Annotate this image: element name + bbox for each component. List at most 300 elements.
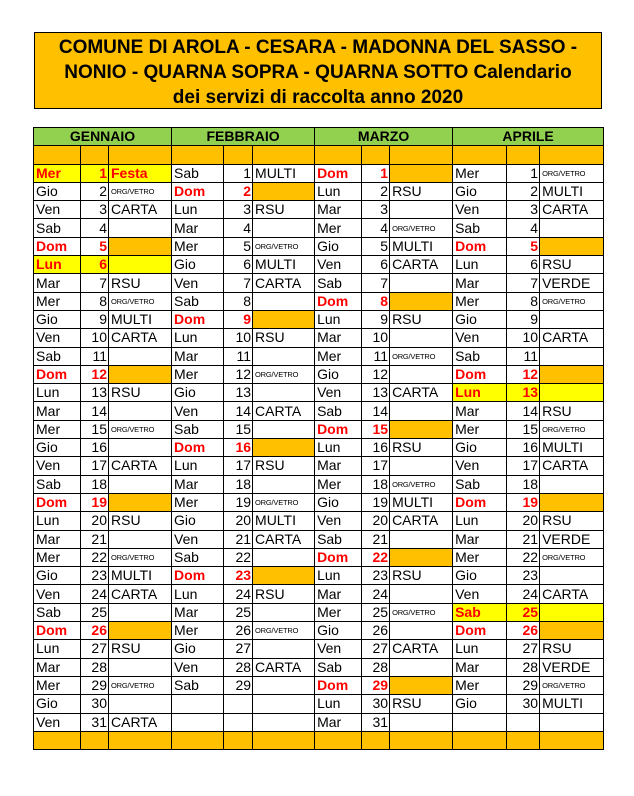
gennaio-service-cell: ORG/VETRO (109, 182, 172, 200)
marzo-service-cell (390, 402, 453, 420)
gennaio-weekday-cell: Dom (34, 493, 81, 511)
febbraio-weekday-cell: Mer (172, 622, 224, 640)
febbraio-weekday-cell (172, 695, 224, 713)
gennaio-weekday-cell: Lun (34, 640, 81, 658)
aprile-weekday-cell: Sab (453, 219, 507, 237)
febbraio-service-cell: ORG/VETRO (253, 237, 315, 255)
febbraio-weekday-cell: Sab (172, 676, 224, 694)
aprile-service-cell (540, 237, 604, 255)
gennaio-weekday-cell: Mer (34, 548, 81, 566)
febbraio-date-cell: 6 (224, 256, 253, 274)
gennaio-weekday-cell: Gio (34, 695, 81, 713)
day-row (34, 402, 604, 420)
febbraio-date-cell: 22 (224, 548, 253, 566)
febbraio-service-cell: ORG/VETRO (253, 622, 315, 640)
aprile-weekday-cell: Sab (453, 347, 507, 365)
marzo-date-cell: 31 (362, 713, 390, 731)
gennaio-date-cell: 16 (81, 439, 109, 457)
gennaio-service-cell: CARTA (109, 201, 172, 219)
febbraio-weekday-cell: Lun (172, 585, 224, 603)
gennaio-service-cell (109, 622, 172, 640)
gennaio-weekday-cell: Mar (34, 274, 81, 292)
marzo-service-cell (390, 201, 453, 219)
marzo-weekday-cell: Dom (315, 420, 362, 438)
gennaio-weekday-cell: Ven (34, 585, 81, 603)
febbraio-service-cell (253, 219, 315, 237)
aprile-weekday-cell: Gio (453, 567, 507, 585)
month-header-row (34, 128, 604, 146)
marzo-service-cell (390, 365, 453, 383)
gennaio-date-cell: 6 (81, 256, 109, 274)
aprile-weekday-cell: Ven (453, 457, 507, 475)
gennaio-service-cell: Festa (109, 164, 172, 182)
aprile-service-cell: CARTA (540, 457, 604, 475)
marzo-service-cell (390, 164, 453, 182)
gennaio-weekday-cell: Ven (34, 713, 81, 731)
day-row (34, 493, 604, 511)
gennaio-date-cell: 15 (81, 420, 109, 438)
gennaio-weekday-cell: Mer (34, 420, 81, 438)
day-row (34, 695, 604, 713)
aprile-weekday-cell: Mar (453, 402, 507, 420)
gennaio-date-cell: 26 (81, 622, 109, 640)
gennaio-date-cell: 29 (81, 676, 109, 694)
marzo-service-cell (390, 274, 453, 292)
marzo-weekday-cell: Dom (315, 676, 362, 694)
gennaio-date-cell: 5 (81, 237, 109, 255)
aprile-weekday-cell: Dom (453, 365, 507, 383)
marzo-date-cell: 16 (362, 439, 390, 457)
aprile-date-cell: 5 (507, 237, 540, 255)
day-row (34, 676, 604, 694)
marzo-service-cell: CARTA (390, 512, 453, 530)
marzo-weekday-cell: Mar (315, 585, 362, 603)
day-row (34, 420, 604, 438)
gennaio-weekday-cell: Sab (34, 219, 81, 237)
gennaio-service-cell (109, 347, 172, 365)
aprile-service-cell (540, 713, 604, 731)
day-row (34, 164, 604, 182)
gennaio-service-cell: ORG/VETRO (109, 676, 172, 694)
aprile-service-cell (540, 310, 604, 328)
gennaio-weekday-cell: Lun (34, 256, 81, 274)
aprile-service-cell (540, 603, 604, 621)
day-row (34, 457, 604, 475)
gennaio-service-cell: MULTI (109, 567, 172, 585)
gennaio-service-cell: CARTA (109, 329, 172, 347)
gennaio-service-cell: ORG/VETRO (109, 420, 172, 438)
marzo-date-cell: 5 (362, 237, 390, 255)
aprile-date-cell: 11 (507, 347, 540, 365)
day-row (34, 475, 604, 493)
day-row (34, 219, 604, 237)
aprile-service-cell (540, 475, 604, 493)
febbraio-date-cell: 21 (224, 530, 253, 548)
gennaio-service-cell: ORG/VETRO (109, 548, 172, 566)
gennaio-weekday-cell: Gio (34, 182, 81, 200)
marzo-weekday-cell: Dom (315, 164, 362, 182)
gennaio-service-cell (109, 256, 172, 274)
marzo-weekday-cell: Ven (315, 512, 362, 530)
gennaio-date-cell: 13 (81, 384, 109, 402)
febbraio-weekday-cell: Sab (172, 548, 224, 566)
marzo-weekday-cell: Mar (315, 457, 362, 475)
bottom-band-row (34, 731, 604, 749)
marzo-service-cell: RSU (390, 310, 453, 328)
aprile-weekday-cell: Mar (453, 530, 507, 548)
marzo-date-cell: 18 (362, 475, 390, 493)
gennaio-weekday-cell: Ven (34, 457, 81, 475)
febbraio-weekday-cell: Ven (172, 402, 224, 420)
collection-calendar-table (33, 127, 604, 750)
marzo-weekday-cell: Gio (315, 237, 362, 255)
aprile-service-cell: ORG/VETRO (540, 420, 604, 438)
febbraio-date-cell: 3 (224, 201, 253, 219)
aprile-date-cell: 2 (507, 182, 540, 200)
febbraio-date-cell: 4 (224, 219, 253, 237)
gennaio-date-cell: 25 (81, 603, 109, 621)
aprile-weekday-cell: Mer (453, 548, 507, 566)
febbraio-weekday-cell: Mer (172, 493, 224, 511)
febbraio-weekday-cell: Sab (172, 420, 224, 438)
month-header-marzo: MARZO (315, 128, 453, 146)
marzo-service-cell (390, 658, 453, 676)
febbraio-service-cell: CARTA (253, 658, 315, 676)
aprile-weekday-cell: Dom (453, 237, 507, 255)
gennaio-service-cell: RSU (109, 274, 172, 292)
febbraio-date-cell: 29 (224, 676, 253, 694)
aprile-service-cell: VERDE (540, 658, 604, 676)
month-header-febbraio: FEBBRAIO (172, 128, 315, 146)
gennaio-date-cell: 22 (81, 548, 109, 566)
day-row (34, 439, 604, 457)
marzo-date-cell: 27 (362, 640, 390, 658)
febbraio-service-cell (253, 292, 315, 310)
aprile-service-cell: MULTI (540, 439, 604, 457)
marzo-date-cell: 22 (362, 548, 390, 566)
aprile-date-cell (507, 713, 540, 731)
febbraio-date-cell: 19 (224, 493, 253, 511)
marzo-service-cell (390, 713, 453, 731)
gennaio-weekday-cell: Gio (34, 439, 81, 457)
gennaio-date-cell: 21 (81, 530, 109, 548)
gennaio-weekday-cell: Dom (34, 237, 81, 255)
gennaio-date-cell: 8 (81, 292, 109, 310)
aprile-service-cell: VERDE (540, 274, 604, 292)
gennaio-service-cell (109, 439, 172, 457)
febbraio-service-cell (253, 475, 315, 493)
febbraio-service-cell (253, 695, 315, 713)
gennaio-weekday-cell: Sab (34, 603, 81, 621)
day-row (34, 347, 604, 365)
aprile-service-cell (540, 622, 604, 640)
title-line-1: COMUNE DI AROLA - CESARA - MADONNA DEL SASSO - (58, 37, 578, 58)
marzo-date-cell: 25 (362, 603, 390, 621)
marzo-weekday-cell: Gio (315, 493, 362, 511)
marzo-date-cell: 21 (362, 530, 390, 548)
marzo-weekday-cell: Mar (315, 329, 362, 347)
aprile-weekday-cell: Mer (453, 676, 507, 694)
marzo-service-cell (390, 329, 453, 347)
marzo-weekday-cell: Lun (315, 182, 362, 200)
gennaio-service-cell (109, 603, 172, 621)
febbraio-service-cell (253, 640, 315, 658)
febbraio-weekday-cell (172, 713, 224, 731)
marzo-date-cell: 4 (362, 219, 390, 237)
aprile-weekday-cell: Ven (453, 201, 507, 219)
marzo-service-cell (390, 292, 453, 310)
febbraio-date-cell: 5 (224, 237, 253, 255)
gennaio-date-cell: 17 (81, 457, 109, 475)
febbraio-weekday-cell: Gio (172, 256, 224, 274)
marzo-weekday-cell: Mar (315, 713, 362, 731)
marzo-date-cell: 1 (362, 164, 390, 182)
gennaio-service-cell (109, 658, 172, 676)
day-row (34, 640, 604, 658)
aprile-date-cell: 10 (507, 329, 540, 347)
marzo-service-cell (390, 420, 453, 438)
aprile-date-cell: 12 (507, 365, 540, 383)
febbraio-date-cell: 13 (224, 384, 253, 402)
marzo-date-cell: 10 (362, 329, 390, 347)
aprile-date-cell: 21 (507, 530, 540, 548)
febbraio-date-cell: 10 (224, 329, 253, 347)
febbraio-service-cell: RSU (253, 329, 315, 347)
gennaio-weekday-cell: Sab (34, 475, 81, 493)
marzo-service-cell: RSU (390, 439, 453, 457)
marzo-date-cell: 11 (362, 347, 390, 365)
month-header-gennaio: GENNAIO (34, 128, 172, 146)
marzo-date-cell: 9 (362, 310, 390, 328)
aprile-date-cell: 23 (507, 567, 540, 585)
aprile-service-cell: CARTA (540, 585, 604, 603)
marzo-weekday-cell: Sab (315, 530, 362, 548)
day-row (34, 182, 604, 200)
aprile-weekday-cell: Lun (453, 384, 507, 402)
day-row (34, 585, 604, 603)
aprile-date-cell: 7 (507, 274, 540, 292)
febbraio-date-cell: 11 (224, 347, 253, 365)
febbraio-service-cell (253, 603, 315, 621)
aprile-service-cell: ORG/VETRO (540, 292, 604, 310)
febbraio-date-cell: 25 (224, 603, 253, 621)
marzo-service-cell: RSU (390, 567, 453, 585)
marzo-date-cell: 20 (362, 512, 390, 530)
marzo-date-cell: 17 (362, 457, 390, 475)
gennaio-service-cell: RSU (109, 512, 172, 530)
gennaio-service-cell (109, 365, 172, 383)
marzo-weekday-cell: Gio (315, 622, 362, 640)
day-row (34, 237, 604, 255)
febbraio-service-cell: ORG/VETRO (253, 365, 315, 383)
aprile-weekday-cell: Ven (453, 329, 507, 347)
day-row (34, 548, 604, 566)
febbraio-service-cell: RSU (253, 457, 315, 475)
febbraio-date-cell: 7 (224, 274, 253, 292)
febbraio-weekday-cell: Ven (172, 658, 224, 676)
febbraio-service-cell (253, 548, 315, 566)
febbraio-service-cell (253, 310, 315, 328)
gennaio-service-cell (109, 219, 172, 237)
aprile-weekday-cell: Dom (453, 493, 507, 511)
aprile-date-cell: 22 (507, 548, 540, 566)
febbraio-weekday-cell: Gio (172, 640, 224, 658)
febbraio-weekday-cell: Mar (172, 347, 224, 365)
febbraio-weekday-cell: Dom (172, 310, 224, 328)
day-row (34, 292, 604, 310)
gennaio-weekday-cell: Ven (34, 201, 81, 219)
febbraio-date-cell: 27 (224, 640, 253, 658)
gennaio-service-cell (109, 237, 172, 255)
marzo-weekday-cell: Sab (315, 274, 362, 292)
day-row (34, 567, 604, 585)
febbraio-weekday-cell: Ven (172, 274, 224, 292)
febbraio-service-cell (253, 567, 315, 585)
aprile-service-cell (540, 493, 604, 511)
aprile-date-cell: 15 (507, 420, 540, 438)
aprile-service-cell: RSU (540, 402, 604, 420)
aprile-weekday-cell: Lun (453, 640, 507, 658)
marzo-date-cell: 19 (362, 493, 390, 511)
day-row (34, 329, 604, 347)
gennaio-weekday-cell: Mar (34, 530, 81, 548)
febbraio-weekday-cell: Lun (172, 329, 224, 347)
febbraio-date-cell: 15 (224, 420, 253, 438)
marzo-service-cell: MULTI (390, 493, 453, 511)
febbraio-service-cell (253, 384, 315, 402)
febbraio-date-cell: 28 (224, 658, 253, 676)
aprile-weekday-cell: Gio (453, 182, 507, 200)
febbraio-weekday-cell: Gio (172, 512, 224, 530)
marzo-weekday-cell: Ven (315, 256, 362, 274)
marzo-date-cell: 24 (362, 585, 390, 603)
gennaio-date-cell: 14 (81, 402, 109, 420)
title-line-3: dei servizi di raccolta anno 2020 (172, 87, 464, 108)
aprile-date-cell: 16 (507, 439, 540, 457)
febbraio-date-cell: 18 (224, 475, 253, 493)
febbraio-weekday-cell: Mer (172, 237, 224, 255)
febbraio-date-cell: 26 (224, 622, 253, 640)
gennaio-date-cell: 11 (81, 347, 109, 365)
febbraio-weekday-cell: Mar (172, 475, 224, 493)
febbraio-service-cell: MULTI (253, 164, 315, 182)
aprile-weekday-cell: Gio (453, 695, 507, 713)
aprile-date-cell: 20 (507, 512, 540, 530)
gennaio-weekday-cell: Mer (34, 164, 81, 182)
marzo-service-cell: MULTI (390, 237, 453, 255)
gennaio-date-cell: 2 (81, 182, 109, 200)
aprile-service-cell: RSU (540, 512, 604, 530)
marzo-service-cell: CARTA (390, 256, 453, 274)
marzo-service-cell: RSU (390, 695, 453, 713)
febbraio-service-cell (253, 347, 315, 365)
day-row (34, 201, 604, 219)
marzo-weekday-cell: Mar (315, 201, 362, 219)
marzo-weekday-cell: Sab (315, 658, 362, 676)
febbraio-service-cell (253, 182, 315, 200)
gennaio-service-cell: CARTA (109, 585, 172, 603)
month-header-aprile: APRILE (453, 128, 604, 146)
aprile-weekday-cell: Mar (453, 658, 507, 676)
marzo-weekday-cell: Lun (315, 567, 362, 585)
gennaio-service-cell: MULTI (109, 310, 172, 328)
aprile-service-cell: MULTI (540, 695, 604, 713)
day-row (34, 622, 604, 640)
febbraio-date-cell: 17 (224, 457, 253, 475)
febbraio-service-cell (253, 420, 315, 438)
aprile-date-cell: 14 (507, 402, 540, 420)
febbraio-service-cell: CARTA (253, 402, 315, 420)
gennaio-weekday-cell: Lun (34, 384, 81, 402)
day-row (34, 310, 604, 328)
febbraio-date-cell: 12 (224, 365, 253, 383)
aprile-date-cell: 8 (507, 292, 540, 310)
marzo-weekday-cell: Dom (315, 548, 362, 566)
marzo-service-cell (390, 457, 453, 475)
gennaio-date-cell: 20 (81, 512, 109, 530)
febbraio-weekday-cell: Mer (172, 365, 224, 383)
marzo-service-cell: ORG/VETRO (390, 347, 453, 365)
gennaio-service-cell: CARTA (109, 713, 172, 731)
aprile-service-cell: CARTA (540, 329, 604, 347)
gennaio-service-cell (109, 402, 172, 420)
aprile-service-cell (540, 365, 604, 383)
aprile-date-cell: 9 (507, 310, 540, 328)
marzo-service-cell: RSU (390, 182, 453, 200)
marzo-weekday-cell: Mer (315, 347, 362, 365)
febbraio-weekday-cell: Dom (172, 567, 224, 585)
aprile-date-cell: 3 (507, 201, 540, 219)
day-row (34, 365, 604, 383)
febbraio-service-cell: RSU (253, 585, 315, 603)
gennaio-date-cell: 4 (81, 219, 109, 237)
febbraio-weekday-cell: Mar (172, 219, 224, 237)
marzo-date-cell: 12 (362, 365, 390, 383)
febbraio-service-cell (253, 439, 315, 457)
aprile-weekday-cell: Mer (453, 164, 507, 182)
aprile-date-cell: 13 (507, 384, 540, 402)
febbraio-date-cell (224, 695, 253, 713)
gennaio-weekday-cell: Mar (34, 402, 81, 420)
aprile-date-cell: 4 (507, 219, 540, 237)
marzo-date-cell: 14 (362, 402, 390, 420)
aprile-service-cell: MULTI (540, 182, 604, 200)
gennaio-date-cell: 31 (81, 713, 109, 731)
aprile-weekday-cell: Mer (453, 420, 507, 438)
day-row (34, 274, 604, 292)
marzo-service-cell (390, 548, 453, 566)
gennaio-service-cell (109, 695, 172, 713)
aprile-weekday-cell: Sab (453, 475, 507, 493)
aprile-weekday-cell: Ven (453, 585, 507, 603)
gennaio-date-cell: 12 (81, 365, 109, 383)
aprile-date-cell: 26 (507, 622, 540, 640)
gennaio-date-cell: 1 (81, 164, 109, 182)
aprile-date-cell: 27 (507, 640, 540, 658)
aprile-date-cell: 17 (507, 457, 540, 475)
gennaio-date-cell: 23 (81, 567, 109, 585)
gennaio-weekday-cell: Mar (34, 658, 81, 676)
febbraio-date-cell: 24 (224, 585, 253, 603)
febbraio-date-cell: 9 (224, 310, 253, 328)
marzo-weekday-cell: Lun (315, 439, 362, 457)
gennaio-weekday-cell: Dom (34, 622, 81, 640)
day-row (34, 658, 604, 676)
gennaio-weekday-cell: Gio (34, 567, 81, 585)
marzo-date-cell: 28 (362, 658, 390, 676)
aprile-date-cell: 25 (507, 603, 540, 621)
febbraio-weekday-cell: Ven (172, 530, 224, 548)
